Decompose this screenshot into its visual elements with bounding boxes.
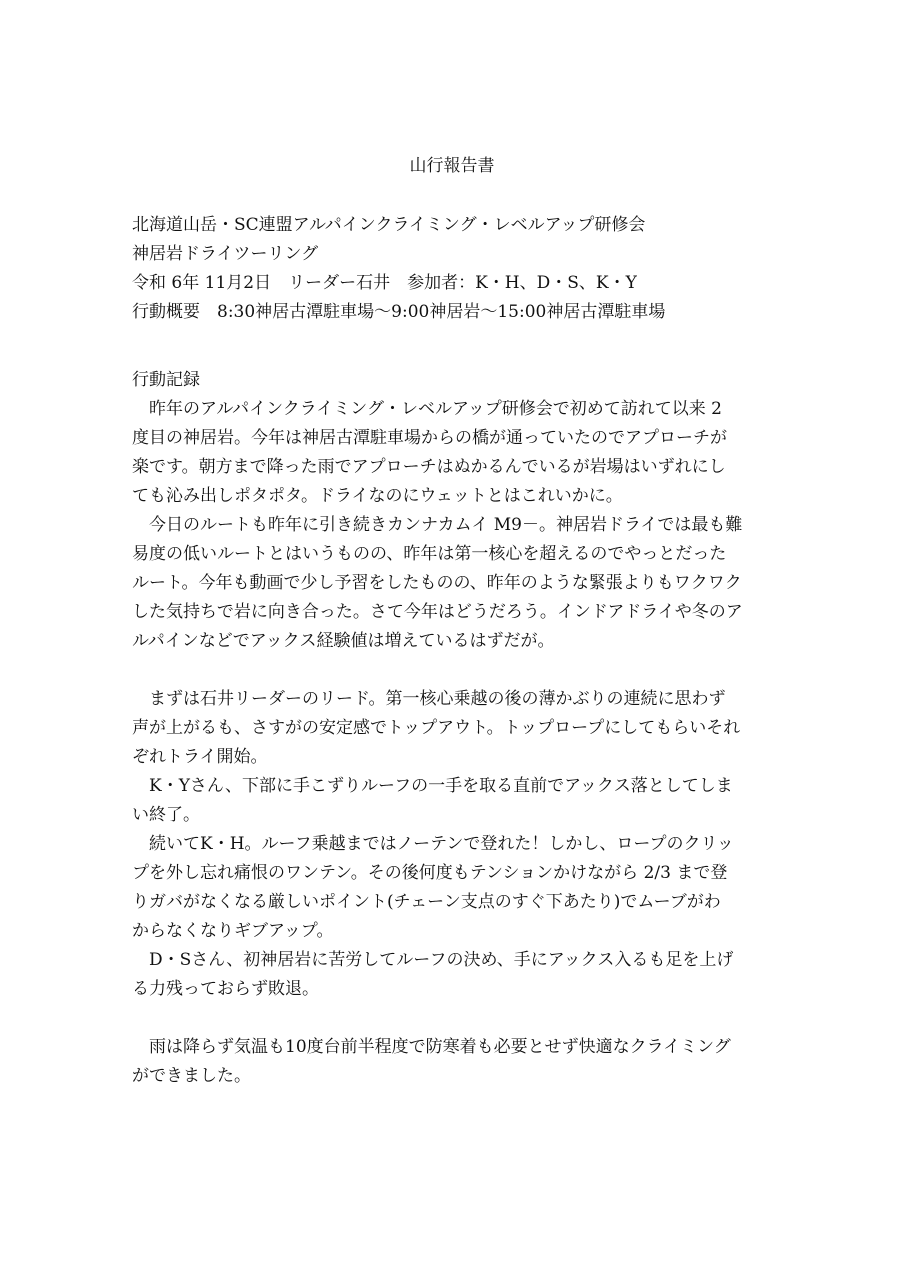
activity-record bbox=[132, 366, 776, 1091]
paragraph-line: 昨年のアルパインクライミング・レベルアップ研修会で初めて訪れて以来 2 bbox=[149, 399, 722, 419]
record-paragraph bbox=[132, 685, 776, 772]
route-line: 神居岩ドライツーリング bbox=[132, 244, 319, 264]
paragraph-line: い終了。 bbox=[132, 805, 200, 825]
paragraph-line: した気持ちで岩に向き合った。さて今年はどうだろう。インドアドライや冬のア bbox=[132, 602, 743, 622]
paragraph-gap bbox=[132, 1004, 776, 1033]
report-header bbox=[132, 211, 776, 327]
paragraph-line: 易度の低いルートとはいうものの、昨年は第一核心を超えるのでやっとだった bbox=[132, 544, 727, 564]
paragraph-line: る力残っておらず敗退。 bbox=[132, 979, 319, 999]
paragraph-line: ルパインなどでアックス経験値は増えているはずだが。 bbox=[132, 631, 555, 651]
record-paragraph bbox=[132, 511, 776, 656]
paragraph-line: ても沁み出しポタポタ。ドライなのにウェットとはこれいかに。 bbox=[132, 486, 623, 506]
report-title: 山行報告書 bbox=[409, 156, 495, 176]
paragraph-line: ぞれトライ開始。 bbox=[132, 747, 268, 767]
organization-line: 北海道山岳・SC連盟アルパインクライミング・レベルアップ研修会 bbox=[132, 215, 646, 235]
record-paragraph bbox=[132, 830, 776, 946]
paragraph-line: まずは石井リーダーのリード。第一核心乗越の後の薄かぶりの連続に思わず bbox=[149, 689, 726, 709]
paragraph-line: りガバがなくなる厳しいポイント(チェーン支点のすぐ下あたり)でムーブがわ bbox=[132, 892, 721, 912]
record-paragraph bbox=[132, 946, 776, 1004]
paragraph-line: 楽です。朝方まで降った雨でアプローチはぬかるんでいるが岩場はいずれにし bbox=[132, 457, 726, 477]
paragraph-line: K・Yさん、下部に手こずりルーフの一手を取る直前でアックス落としてしま bbox=[149, 776, 733, 796]
date-participants-line: 令和 6年 11月2日 リーダー石井 参加者：K・H、D・S、K・Y bbox=[132, 273, 637, 293]
paragraph-line: からなくなりギブアップ。 bbox=[132, 921, 334, 941]
record-paragraph bbox=[132, 395, 776, 511]
paragraph-line: ができました。 bbox=[132, 1066, 251, 1086]
paragraph-line: 雨は降らず気温も10度台前半程度で防寒着も必要とせず快適なクライミング bbox=[149, 1037, 731, 1057]
paragraph-line: 今日のルートも昨年に引き続きカンナカムイ M9－。神居岩ドライでは最も難 bbox=[149, 515, 743, 535]
paragraph-line: D・Sさん、初神居岩に苦労してルーフの決め、手にアックス入るも足を上げ bbox=[149, 950, 734, 970]
schedule-line: 行動概要 8:30神居古潭駐車場～9:00神居岩～15:00神居古潭駐車場 bbox=[132, 302, 666, 322]
paragraph-gap bbox=[132, 656, 776, 685]
paragraph-line: 度目の神居岩。今年は神居古潭駐車場からの橋が通っていたのでアプローチが bbox=[132, 428, 727, 448]
record-paragraph bbox=[132, 772, 776, 830]
paragraph-line: ルート。今年も動画で少し予習をしたものの、昨年のような緊張よりもワクワク bbox=[132, 573, 742, 593]
paragraph-line: 声が上がるも、さすがの安定感でトップアウト。トップロープにしてもらいそれ bbox=[132, 718, 741, 738]
paragraph-line: 続いてK・H。ルーフ乗越まではノーテンで登れた！しかし、ロープのクリッ bbox=[149, 834, 734, 854]
paragraph-line: プを外し忘れ痛恨のワンテン。その後何度もテンションかけながら 2/3 まで登 bbox=[132, 863, 728, 883]
record-paragraph bbox=[132, 1033, 776, 1091]
record-heading: 行動記録 bbox=[132, 370, 200, 390]
